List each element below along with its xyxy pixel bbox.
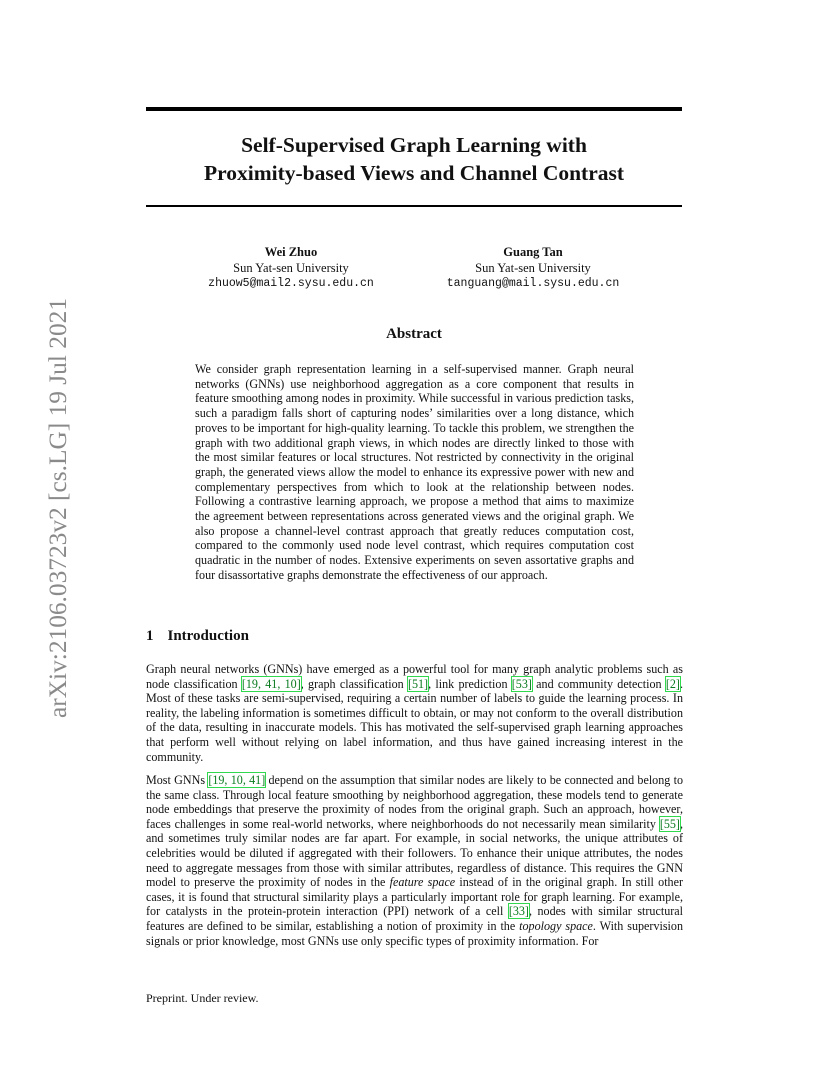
arxiv-stamp-text: arXiv:2106.03723v2 [cs.LG] 19 Jul 2021 xyxy=(45,304,72,718)
paragraph-text: . With supervision signals or prior knowledge, most GNNs use only specific types of proximity information. For xyxy=(146,918,684,948)
paragraph-text: instead of in the original graph. In still other cases, it is found that structural similarity plays a particularly important role for graph learning. For example, for catalysts in the protein-protein interaction (PPI) network of a cell xyxy=(146,875,683,919)
citation-link[interactable]: [53] xyxy=(511,676,532,691)
paper-title xyxy=(146,131,682,187)
author-email: tanguang@mail.sysu.edu.cn xyxy=(446,277,620,290)
title-line-2: Proximity-based Views and Channel Contrast xyxy=(203,161,625,185)
emphasis-text: feature space xyxy=(389,875,456,890)
citation-link[interactable]: [19, 10, 41] xyxy=(208,773,266,787)
paragraph-text: and community detection xyxy=(531,676,666,691)
author-block xyxy=(171,244,411,292)
citation-link[interactable]: [33] xyxy=(508,904,529,919)
citation-link[interactable]: [19, 41, 10] xyxy=(241,676,301,691)
paragraph-text: , link prediction xyxy=(428,676,512,691)
author-name: Wei Zhuo xyxy=(264,245,318,259)
author-name: Guang Tan xyxy=(503,245,563,259)
intro-paragraph-2 xyxy=(146,773,683,948)
citation-link[interactable]: [51] xyxy=(407,676,429,691)
title-top-rule xyxy=(146,107,682,111)
arxiv-stamp xyxy=(36,298,76,718)
author-affiliation: Sun Yat-sen University xyxy=(475,261,591,275)
paragraph-text: , nodes with similar structural features are defined to be similar, establishing a notion of proximity in the xyxy=(146,904,683,933)
section-title: Introduction xyxy=(167,628,249,644)
emphasis-text: topology space xyxy=(519,918,593,933)
footer-note: Preprint. Under review. xyxy=(146,991,259,1005)
abstract-body: We consider graph representation learning in a self-supervised manner. Graph neural networks (GNNs) use neighborhood aggregation as a core component that results in feature smoothing among nodes in proximity. While successful in various prediction tasks, such a paradigm falls short of capturing nodes’ similarities over a long distance, which proves to be important for high-quality learning. To tackle this problem, we strengthen the graph with two additional graph views, in which nodes are directly linked to those with the most similar features or local structures. Not restricted by connectivity in the original graph, the generated views allow the model to enhance its expressive power with new and complementary perspectives from which to look at the relationship between nodes. Following a contrastive learning approach, we propose a method that aims to maximize the agreement between representations across generated views and the original graph. We also propose a channel-level contrast approach that greatly reduces computation cost, compared to the commonly used node level contrast, which requires computation cost quadratic in the number of nodes. Extensive experiments on seven assortative graphs and four disassortative graphs demonstrate the effectiveness of our approach. xyxy=(195,362,634,582)
paragraph-text: Graph neural networks (GNNs) have emerged as a powerful tool for many graph analytic problems such as node classification xyxy=(146,662,683,691)
intro-paragraph-1 xyxy=(146,662,683,764)
paragraph-text: Most GNNs xyxy=(146,773,209,787)
paragraph-text: . Most of these tasks are semi-supervised, requiring a certain number of labels to guide the learning process. In reality, the labeling information is sometimes difficult to obtain, or may not conform to the overall distribution of the data, resulting in inaccurate models. This has motivated the self-supervised graph learning approaches that perform well without relying on label information, and thus have gained increasing interest in the community. xyxy=(146,676,683,764)
citation-link[interactable]: [2] xyxy=(665,676,680,691)
title-bottom-rule xyxy=(146,205,682,207)
section-heading xyxy=(146,628,249,645)
author-email: zhuow5@mail2.sysu.edu.cn xyxy=(208,277,374,290)
abstract-heading: Abstract xyxy=(386,326,442,342)
paragraph-text: depend on the assumption that similar nodes are likely to be connected and belong to the same class. Through local feature smoothing by neighborhood aggregation, these models tend to generate node embeddings that preserve the proximity of nodes from the original graph. Such an approach, however, faces challenges in some real-world networks, where neighborhoods do not necessarily mean similarity xyxy=(146,773,683,831)
author-block xyxy=(413,244,653,292)
title-line-1: Self-Supervised Graph Learning with xyxy=(241,133,587,157)
citation-link[interactable]: [55] xyxy=(659,816,680,831)
paragraph-text: , graph classification xyxy=(300,676,408,691)
section-number: 1 xyxy=(146,628,154,644)
author-affiliation: Sun Yat-sen University xyxy=(233,261,349,275)
paragraph-text: , and sometimes truly similar nodes are far apart. For example, in social networks, the unique attributes of celebrities would be diluted if aggregated with their followers. To enhance their unique attributes, the nodes need to aggregate messages from those with similar attributes, regardless of distance. This requires the GNN model to preserve the proximity of nodes in the xyxy=(146,816,683,890)
